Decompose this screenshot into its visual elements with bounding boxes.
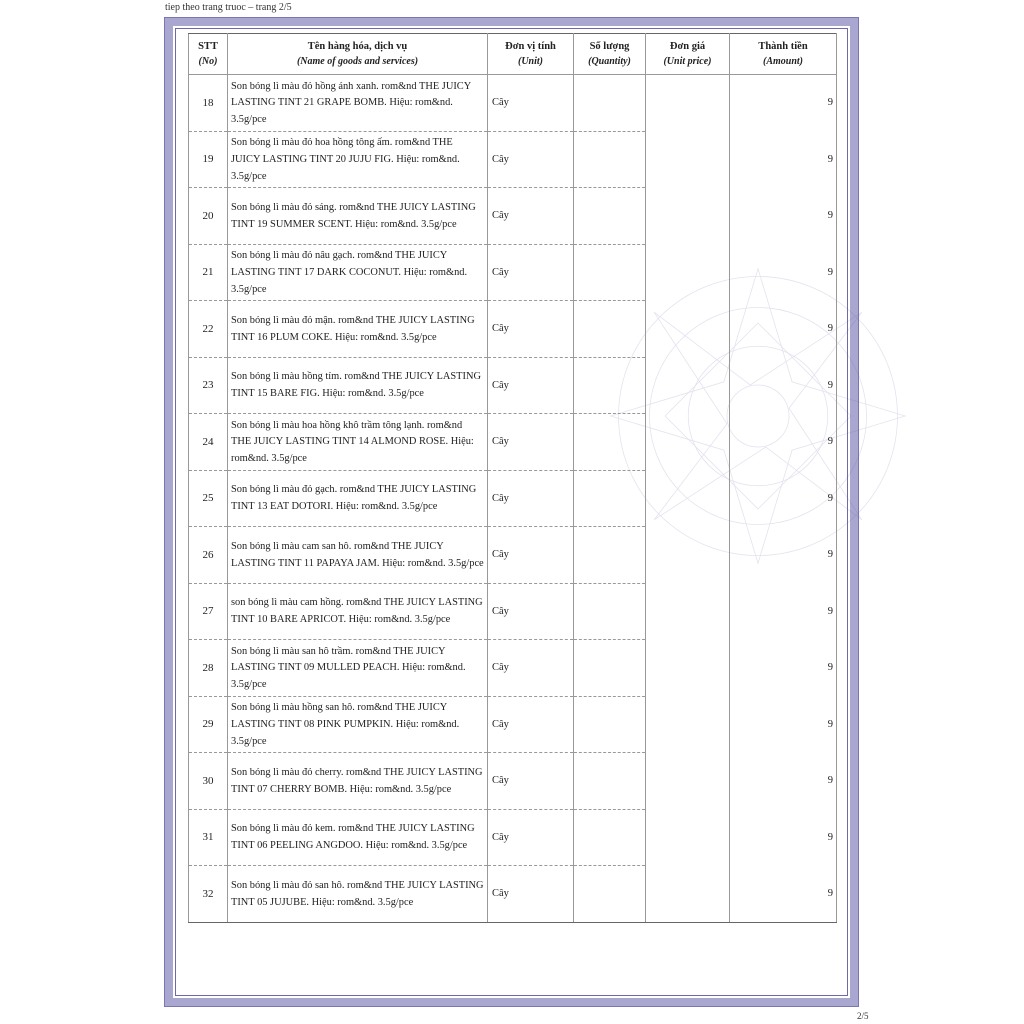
header-name: Tên hàng hóa, dịch vụ (Name of goods and services): [228, 34, 488, 75]
row-amount: 9: [730, 866, 837, 923]
row-unit-price: [646, 640, 730, 697]
table-row: [189, 809, 837, 866]
header-unit-price: Đơn giá (Unit price): [646, 34, 730, 75]
row-goods-name: Son bóng lì màu đỏ nâu gạch. rom&nd THE JUICY LASTING TINT 17 DARK COCONUT. Hiệu: rom&nd. 3.5g/pce: [228, 244, 488, 301]
table-row: [189, 527, 837, 584]
row-stt: 22: [189, 301, 228, 358]
table-row: [189, 131, 837, 188]
row-quantity: [574, 583, 646, 640]
row-unit-price: [646, 414, 730, 471]
row-unit: Cây: [488, 244, 574, 301]
row-unit-price: [646, 470, 730, 527]
table-row: [189, 583, 837, 640]
row-amount: 9: [730, 188, 837, 245]
row-stt: 20: [189, 188, 228, 245]
row-goods-name: Son bóng lì màu đỏ mận. rom&nd THE JUICY LASTING TINT 16 PLUM COKE. Hiệu: rom&nd. 3.5g/pce: [228, 301, 488, 358]
header-stt: STT (No): [189, 34, 228, 75]
table-row: [189, 753, 837, 810]
row-amount: 9: [730, 244, 837, 301]
row-amount: 9: [730, 696, 837, 753]
row-stt: 27: [189, 583, 228, 640]
row-goods-name: Son bóng lì màu đỏ hồng ánh xanh. rom&nd THE JUICY LASTING TINT 21 GRAPE BOMB. Hiệu: rom&nd. 3.5g/pce: [228, 75, 488, 132]
row-unit-price: [646, 301, 730, 358]
row-goods-name: Son bóng lì màu đỏ hoa hồng tông ấm. rom&nd THE JUICY LASTING TINT 20 JUJU FIG. Hiệu: rom&nd. 3.5g/pce: [228, 131, 488, 188]
row-amount: 9: [730, 131, 837, 188]
row-amount: 9: [730, 527, 837, 584]
row-unit-price: [646, 696, 730, 753]
row-unit-price: [646, 357, 730, 414]
row-unit: Cây: [488, 75, 574, 132]
row-unit: Cây: [488, 866, 574, 923]
row-unit: Cây: [488, 583, 574, 640]
row-unit: Cây: [488, 527, 574, 584]
row-goods-name: Son bóng lì màu cam san hô. rom&nd THE JUICY LASTING TINT 11 PAPAYA JAM. Hiệu: rom&nd. 3.5g/pce: [228, 527, 488, 584]
table-row: [189, 357, 837, 414]
row-unit: Cây: [488, 470, 574, 527]
row-unit-price: [646, 583, 730, 640]
row-stt: 25: [189, 470, 228, 527]
row-quantity: [574, 357, 646, 414]
page-number: 2/5: [857, 1011, 869, 1021]
row-quantity: [574, 301, 646, 358]
table-row: [189, 696, 837, 753]
row-stt: 24: [189, 414, 228, 471]
row-unit-price: [646, 753, 730, 810]
row-quantity: [574, 753, 646, 810]
row-amount: 9: [730, 414, 837, 471]
row-goods-name: Son bóng lì màu đỏ san hô. rom&nd THE JUICY LASTING TINT 05 JUJUBE. Hiệu: rom&nd. 3.5g/pce: [228, 866, 488, 923]
row-unit: Cây: [488, 809, 574, 866]
row-goods-name: Son bóng lì màu đỏ gạch. rom&nd THE JUICY LASTING TINT 13 EAT DOTORI. Hiệu: rom&nd. 3.5g/pce: [228, 470, 488, 527]
row-unit: Cây: [488, 753, 574, 810]
row-quantity: [574, 131, 646, 188]
row-unit: Cây: [488, 640, 574, 697]
row-goods-name: Son bóng lì màu hồng tím. rom&nd THE JUICY LASTING TINT 15 BARE FIG. Hiệu: rom&nd. 3.5g/pce: [228, 357, 488, 414]
row-quantity: [574, 640, 646, 697]
table-row: [189, 640, 837, 697]
row-stt: 29: [189, 696, 228, 753]
row-stt: 23: [189, 357, 228, 414]
table-row: [189, 244, 837, 301]
row-amount: 9: [730, 470, 837, 527]
row-quantity: [574, 188, 646, 245]
row-stt: 31: [189, 809, 228, 866]
table-row: [189, 301, 837, 358]
row-quantity: [574, 470, 646, 527]
table-row: [189, 470, 837, 527]
row-goods-name: Son bóng lì màu hoa hồng khô trầm tông lạnh. rom&nd THE JUICY LASTING TINT 14 ALMOND ROSE. Hiệu: rom&nd. 3.5g/pce: [228, 414, 488, 471]
table-header-row: [189, 34, 837, 75]
row-unit-price: [646, 131, 730, 188]
row-quantity: [574, 244, 646, 301]
row-goods-name: Son bóng lì màu hồng san hô. rom&nd THE JUICY LASTING TINT 08 PINK PUMPKIN. Hiệu: rom&nd. 3.5g/pce: [228, 696, 488, 753]
row-unit-price: [646, 188, 730, 245]
header-quantity: Số lượng (Quantity): [574, 34, 646, 75]
row-amount: 9: [730, 583, 837, 640]
row-stt: 32: [189, 866, 228, 923]
row-quantity: [574, 414, 646, 471]
row-quantity: [574, 866, 646, 923]
table-row: [189, 866, 837, 923]
row-quantity: [574, 809, 646, 866]
row-amount: 9: [730, 753, 837, 810]
row-goods-name: son bóng lì màu cam hồng. rom&nd THE JUICY LASTING TINT 10 BARE APRICOT. Hiệu: rom&nd. 3.5g/pce: [228, 583, 488, 640]
row-unit: Cây: [488, 357, 574, 414]
row-quantity: [574, 75, 646, 132]
table-row: [189, 414, 837, 471]
row-unit-price: [646, 527, 730, 584]
row-unit: Cây: [488, 131, 574, 188]
row-amount: 9: [730, 75, 837, 132]
continued-caption: tiep theo trang truoc – trang 2/5: [165, 2, 292, 13]
row-stt: 30: [189, 753, 228, 810]
row-stt: 18: [189, 75, 228, 132]
row-unit-price: [646, 866, 730, 923]
table-row: [189, 188, 837, 245]
row-quantity: [574, 696, 646, 753]
row-amount: 9: [730, 357, 837, 414]
row-unit: Cây: [488, 696, 574, 753]
row-unit-price: [646, 75, 730, 132]
row-stt: 28: [189, 640, 228, 697]
row-stt: 21: [189, 244, 228, 301]
row-stt: 19: [189, 131, 228, 188]
header-unit: Đơn vị tính (Unit): [488, 34, 574, 75]
row-unit-price: [646, 244, 730, 301]
goods-table: [188, 33, 837, 923]
row-goods-name: Son bóng lì màu đỏ kem. rom&nd THE JUICY LASTING TINT 06 PEELING ANGDOO. Hiệu: rom&nd. 3.5g/pce: [228, 809, 488, 866]
row-goods-name: Son bóng lì màu đỏ cherry. rom&nd THE JUICY LASTING TINT 07 CHERRY BOMB. Hiệu: rom&nd. 3.5g/pce: [228, 753, 488, 810]
row-quantity: [574, 527, 646, 584]
row-unit: Cây: [488, 414, 574, 471]
row-amount: 9: [730, 809, 837, 866]
header-amount: Thành tiền (Amount): [730, 34, 837, 75]
table-row: [189, 75, 837, 132]
row-stt: 26: [189, 527, 228, 584]
row-goods-name: Son bóng lì màu san hô trầm. rom&nd THE JUICY LASTING TINT 09 MULLED PEACH. Hiệu: rom&nd. 3.5g/pce: [228, 640, 488, 697]
row-unit-price: [646, 809, 730, 866]
row-amount: 9: [730, 301, 837, 358]
row-unit: Cây: [488, 301, 574, 358]
row-unit: Cây: [488, 188, 574, 245]
row-goods-name: Son bóng lì màu đỏ sáng. rom&nd THE JUICY LASTING TINT 19 SUMMER SCENT. Hiệu: rom&nd. 3.5g/pce: [228, 188, 488, 245]
row-amount: 9: [730, 640, 837, 697]
